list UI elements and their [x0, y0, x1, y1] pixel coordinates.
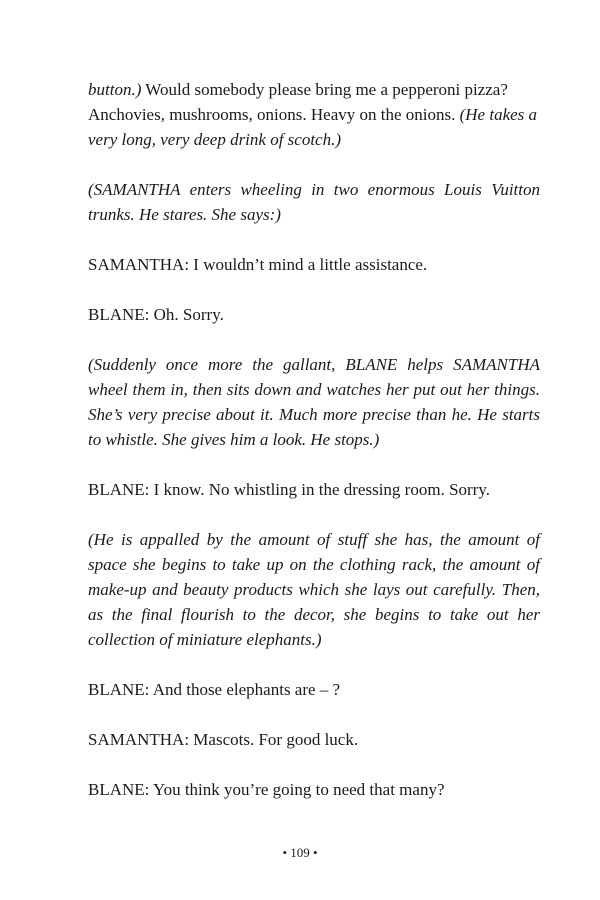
dialogue-line: SAMANTHA: I wouldn’t mind a little assistance.: [88, 255, 428, 274]
stage-direction: (He takes a very long, very deep drink of scotch.): [88, 105, 538, 149]
script-page: [88, 77, 540, 802]
dialogue-line: BLANE: Oh. Sorry.: [88, 305, 224, 324]
stage-direction: button.): [88, 80, 142, 99]
script-paragraph-1: [88, 77, 540, 152]
dialogue-text: Would somebody please bring me a pepperoni pizza? Anchovies, mushrooms, onions. Heavy on the onions.: [88, 80, 508, 124]
page-number: • 109 •: [282, 845, 318, 860]
stage-direction-paragraph: (Suddenly once more the gallant, BLANE helps SAMANTHA wheel them in, then sits down and watches her put out her things. She’s very precise about it. Much more precise than he. He starts to whistle. She gives him a look. He stops.): [88, 355, 540, 449]
dialogue-line: SAMANTHA: Mascots. For good luck.: [88, 730, 359, 749]
dialogue-line: BLANE: I know. No whistling in the dressing room. Sorry.: [88, 480, 490, 499]
dialogue-line: BLANE: And those elephants are – ?: [88, 680, 341, 699]
dialogue-line: BLANE: You think you’re going to need that many?: [88, 780, 445, 799]
stage-direction-paragraph: (He is appalled by the amount of stuff she has, the amount of space she begins to take up on the clothing rack, the amount of make-up and beauty products which she lays out carefully. Then, as the final flourish to the decor, she begins to take out her collection of miniature elephants.): [88, 530, 540, 649]
stage-direction-paragraph: (SAMANTHA enters wheeling in two enormous Louis Vuitton trunks. He stares. She says:): [88, 180, 540, 224]
